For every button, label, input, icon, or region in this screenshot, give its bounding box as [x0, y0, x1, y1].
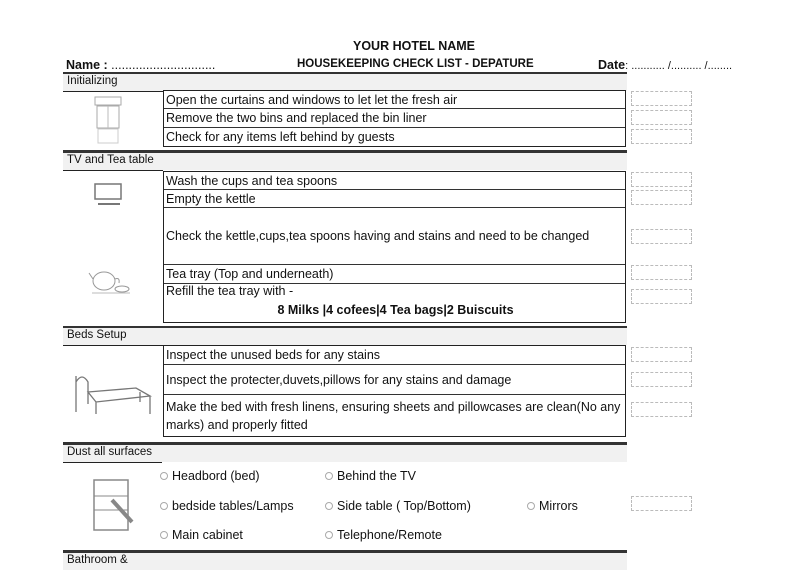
task-row: Empty the kettle [164, 190, 625, 208]
task-row: Open the curtains and windows to let let the fresh air [164, 91, 625, 109]
bullet-icon [325, 531, 333, 539]
task-row: Wash the cups and tea spoons [164, 172, 625, 190]
task-row-refill [164, 284, 625, 322]
dust-item[interactable]: bedside tables/Lamps [160, 499, 294, 513]
dust-item[interactable]: Main cabinet [160, 528, 243, 542]
tv-tea-table [163, 171, 626, 323]
tv-icon [92, 182, 126, 208]
task-checkbox[interactable] [631, 265, 692, 280]
section-header-dust: Dust all surfaces [63, 445, 627, 462]
task-checkbox[interactable] [631, 402, 692, 417]
task-row: Remove the two bins and replaced the bin liner [164, 109, 625, 128]
task-row: Make the bed with fresh linens, ensuring sheets and pillowcases are clean(No any marks) and properly fitted [166, 399, 621, 432]
dust-item[interactable]: Telephone/Remote [325, 528, 442, 542]
task-row: Inspect the unused beds for any stains [164, 346, 625, 365]
section-header-tv: TV and Tea table [63, 153, 627, 170]
initializing-table [163, 90, 626, 147]
beds-table [163, 345, 626, 437]
task-checkbox[interactable] [631, 496, 692, 511]
task-checkbox[interactable] [631, 129, 692, 144]
section-header-bathroom: Bathroom & [63, 553, 627, 570]
name-field[interactable] [66, 58, 215, 72]
task-checkbox[interactable] [631, 190, 692, 205]
date-label: Date [598, 58, 626, 72]
bullet-icon [527, 502, 535, 510]
hotel-name: YOUR HOTEL NAME [353, 39, 475, 53]
task-checkbox[interactable] [631, 172, 692, 187]
task-row: Check the kettle,cups,tea spoons having and stains and need to be changed [164, 208, 625, 265]
window-icon [92, 96, 126, 146]
task-row: Check for any items left behind by guests [166, 130, 395, 144]
task-checkbox[interactable] [631, 229, 692, 244]
bullet-icon [160, 502, 168, 510]
dust-item[interactable]: Behind the TV [325, 469, 416, 483]
dust-item[interactable]: Mirrors [527, 499, 578, 513]
dust-item[interactable]: Headbord (bed) [160, 469, 260, 483]
task-checkbox[interactable] [631, 372, 692, 387]
task-checkbox[interactable] [631, 289, 692, 304]
refill-label: Refill the tea tray with - [166, 284, 294, 298]
bullet-icon [325, 472, 333, 480]
refill-detail: 8 Milks |4 cofees|4 Tea bags|2 Buiscuits [277, 303, 514, 317]
name-label: Name : [66, 58, 108, 72]
section-header-initializing: Initializing [63, 74, 627, 91]
bullet-icon [325, 502, 333, 510]
bullet-icon [160, 531, 168, 539]
date-field[interactable] [598, 58, 732, 72]
task-row: Tea tray (Top and underneath) [164, 265, 625, 284]
teapot-icon [88, 263, 132, 297]
name-dots: .............................. [111, 58, 216, 72]
task-row: Inspect the protecter,duvets,pillows for any stains and damage [164, 365, 625, 395]
checklist-title: HOUSEKEEPING CHECK LIST - DEPATURE [297, 58, 534, 70]
cabinet-cleaning-icon [92, 478, 140, 534]
task-checkbox[interactable] [631, 347, 692, 362]
task-checkbox[interactable] [631, 91, 692, 106]
bullet-icon [160, 472, 168, 480]
section-header-beds: Beds Setup [63, 328, 627, 345]
bed-icon [70, 368, 160, 418]
date-value: : ........... /.......... /........ [625, 60, 733, 72]
task-checkbox[interactable] [631, 110, 692, 125]
dust-item[interactable]: Side table ( Top/Bottom) [325, 499, 471, 513]
